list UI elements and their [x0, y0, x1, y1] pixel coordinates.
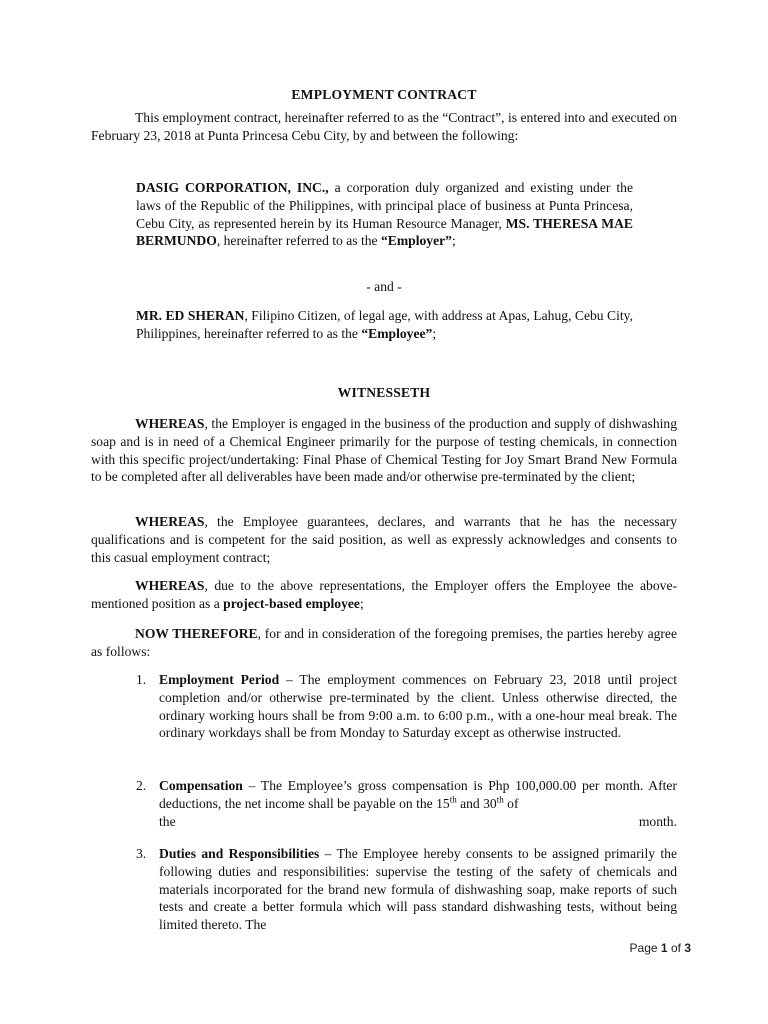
list-heading: Duties and Responsibilities — [159, 846, 320, 861]
employer-role: “Employer” — [380, 233, 452, 249]
whereas-paragraph-2 — [91, 513, 677, 566]
now-therefore-paragraph — [91, 625, 677, 661]
employer-tail: , hereinafter referred to as the — [216, 233, 381, 249]
employer-name: DASIG CORPORATION, INC., — [136, 180, 329, 195]
and-separator: - and - — [366, 279, 402, 294]
document-title: EMPLOYMENT CONTRACT — [291, 87, 477, 102]
page-number-footer — [630, 940, 691, 958]
superscript-th: th — [449, 794, 457, 805]
employer-party-block — [136, 179, 633, 250]
page-label: Page — [629, 941, 658, 955]
list-text: – The Employee hereby consents to be assigned primarily the following duties and responsibilities: supervise the testing of the safety of chemicals and materials incorporated for the brand new formula of dishwashing soap, make reports of such tests and create a better formula which will pass standard dishwashing tests, without being limited thereto. The — [159, 846, 677, 933]
witnesseth-heading: WITNESSETH — [337, 385, 431, 400]
employee-party-block — [136, 307, 633, 343]
list-text-mid: and 30 — [456, 795, 497, 811]
employer-representative: MS. THERESA MAE BERMUNDO — [136, 215, 633, 249]
whereas-lead: WHEREAS — [135, 416, 205, 431]
list-text: – The employment commences on February 23, 2018 until project completion and/or otherwise pre-terminated by the client. Unless otherwise directed, the ordinary working hours shall be from 9:00 a.m. to 6:00 p.m., with a one-hour meal break. The ordinary workdays shall be from Monday to Saturday except as otherwise instructed. — [159, 672, 677, 741]
list-number: 2. — [136, 778, 147, 793]
current-page: 1 — [660, 941, 668, 955]
list-number: 3. — [136, 846, 147, 861]
last-line — [159, 813, 677, 831]
list-text: – The Employee’s gross compensation is Php 100,000.00 per month. After deductions, the net income shall be payable on the 15 — [159, 778, 677, 811]
list-text-tail: of — [503, 795, 519, 811]
intro-paragraph: This employment contract, hereinafter referred to as the “Contract”, is entered into and executed on February 23, 2018 at Punta Princesa Cebu City, by and between the following: — [91, 110, 677, 143]
list-body — [159, 777, 677, 830]
whereas-text: , the Employer is engaged in the business of the production and supply of dishwashing soap and is in need of a Chemical Engineer primarily for the purpose of testing chemicals, in connection with this specific project/undertaking: Final Phase of Chemical Testing for Joy Smart Brand New Formula to be completed after all deliverables have been made and/or otherwise pre-terminated by the client; — [91, 416, 677, 485]
superscript-th: th — [496, 794, 504, 805]
list-body — [159, 671, 677, 742]
employer-description: a corporation duly organized and existing under the laws of the Republic of the Philippines, with principal place of business at Punta Princesa, Cebu City, as represented herein by its Human Resource Manager, — [136, 180, 633, 231]
project-based-employee: project-based employee — [223, 595, 360, 611]
list-body — [159, 845, 677, 934]
of-label: of — [670, 941, 681, 955]
employee-name: MR. ED SHERAN — [136, 308, 245, 323]
whereas-text: , due to the above representations, the Employer offers the Employee the above-mentioned position as a — [91, 578, 677, 611]
employee-description: , Filipino Citizen, of legal age, with address at Apas, Lahug, Cebu City, Philippines, hereinafter referred to as the — [136, 308, 633, 341]
last-line-left: the — [159, 813, 176, 829]
total-pages: 3 — [684, 941, 691, 955]
list-heading: Employment Period — [159, 672, 280, 687]
whereas-text: , the Employee guarantees, declares, and warrants that he has the necessary qualifications and is competent for the said position, as well as expressly acknowledges and consents to this casual employment contract; — [91, 514, 677, 565]
whereas-paragraph-1 — [91, 415, 677, 486]
list-heading: Compensation — [159, 778, 243, 793]
last-line-right: month. — [638, 813, 677, 829]
whereas-lead: WHEREAS — [135, 578, 205, 593]
whereas-lead: WHEREAS — [135, 514, 205, 529]
now-therefore-text: , for and in consideration of the foregoing premises, the parties hereby agree as follows: — [91, 626, 677, 659]
employer-end: ; — [451, 233, 456, 249]
employee-role: “Employee” — [361, 325, 433, 341]
list-number: 1. — [136, 672, 147, 687]
whereas-paragraph-3 — [91, 577, 677, 613]
employee-end: ; — [432, 325, 437, 341]
now-therefore-lead: NOW THEREFORE — [135, 626, 258, 641]
whereas-end: ; — [359, 595, 364, 611]
